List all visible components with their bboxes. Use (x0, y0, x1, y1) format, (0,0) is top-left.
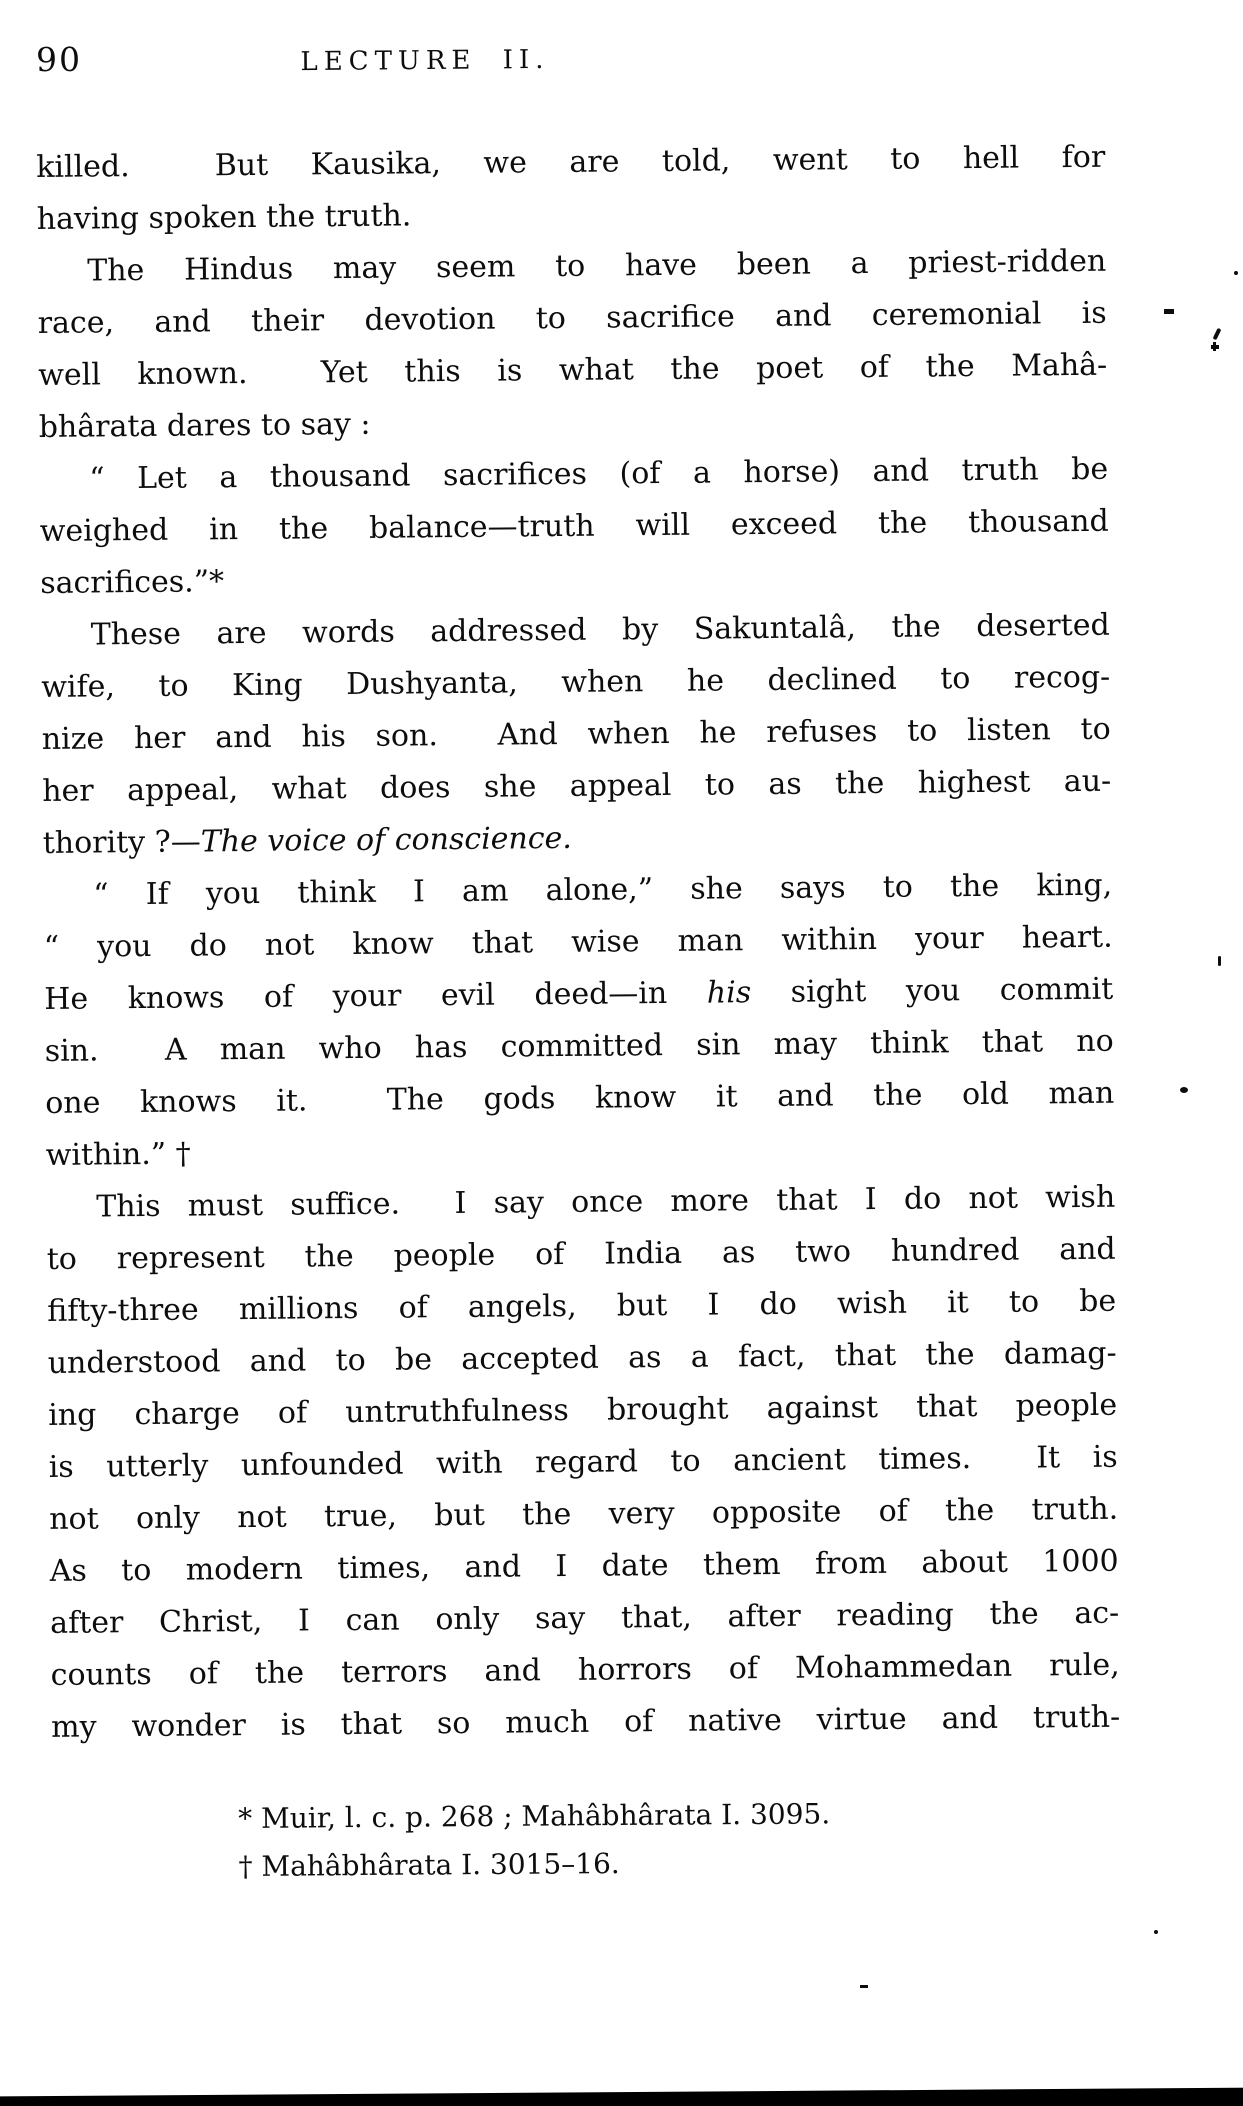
footnote: † Mahâbhârata I. 3015–16. (238, 1847, 620, 1883)
text-line: The Hindus may seem to have been a priest-ridden (87, 243, 1107, 289)
ink-speck (1164, 309, 1174, 314)
text-line: is utterly unfounded with regard to ancient times. It is (48, 1439, 1118, 1485)
ink-speck (1234, 271, 1238, 275)
text-line: thority ?—The voice of conscience. (42, 820, 573, 861)
text-line: fifty-three millions of angels, but I do wish it to be (47, 1283, 1117, 1329)
text-line: killed. But Kausika, we are told, went to hell for (36, 139, 1106, 185)
text-line: one knows it. The gods know it and the old man (45, 1075, 1115, 1121)
footnotes (238, 1789, 999, 1891)
text-line: not only not true, but the very opposite of the truth. (49, 1491, 1119, 1537)
page-number: 90 (35, 39, 83, 80)
ink-speck (1180, 1087, 1188, 1093)
text-line: “ you do not know that wise man within your heart. (43, 919, 1113, 965)
text-line: counts of the terrors and horrors of Mohammedan rule, (50, 1647, 1120, 1693)
text-line: to represent the people of India as two hundred and (46, 1231, 1116, 1277)
ink-speck (1218, 956, 1221, 966)
text-line: He knows of your evil deed—in his sight you commit (44, 971, 1114, 1017)
text-line: weighed in the balance—truth will exceed the thousand (39, 503, 1109, 549)
text-line: understood and to be accepted as a fact, that the damag- (47, 1335, 1117, 1381)
ink-speck (860, 1985, 868, 1988)
text-line: well known. Yet this is what the poet of the Mahâ- (38, 347, 1108, 393)
text-line: after Christ, I can only say that, after reading the ac- (50, 1595, 1120, 1641)
ink-speck (1154, 1930, 1158, 1934)
text-line: wife, to King Dushyanta, when he declined to recog- (41, 659, 1111, 705)
ink-speck (1213, 342, 1216, 351)
text-line: within.” † (45, 1136, 191, 1173)
text-line: sacrifices.”* (40, 564, 225, 601)
text-line: “ Let a thousand sacrifices (of a horse) and truth be (89, 451, 1109, 497)
text-line: nize her and his son. And when he refuses to listen to (41, 711, 1111, 757)
ink-speck (1213, 328, 1222, 341)
text-line: race, and their devotion to sacrifice and ceremonial is (37, 295, 1107, 341)
text-line: This must suffice. I say once more that I do not wish (96, 1179, 1116, 1225)
text-line: bhârata dares to say : (38, 406, 371, 445)
text-line: As to modern times, and I date them from about 1000 (49, 1543, 1119, 1589)
text-line: having spoken the truth. (36, 198, 412, 237)
footnote: * Muir, l. c. p. 268 ; Mahâbhârata I. 3095. (238, 1797, 831, 1835)
running-header: LECTURE II. (300, 44, 550, 78)
text-line: These are words addressed by Sakuntalâ, the deserted (90, 607, 1110, 653)
text-line: my wonder is that so much of native virtue and truth- (51, 1699, 1121, 1745)
text-line: sin. A man who has committed sin may think that no (44, 1023, 1114, 1069)
text-line: “ If you think I am alone,” she says to the king, (93, 867, 1113, 913)
text-line: ing charge of untruthfulness brought against that people (48, 1387, 1118, 1433)
body-text (36, 132, 1120, 1754)
text-line: her appeal, what does she appeal to as the highest au- (42, 763, 1112, 809)
scan-edge-artifact (0, 2087, 1243, 2106)
